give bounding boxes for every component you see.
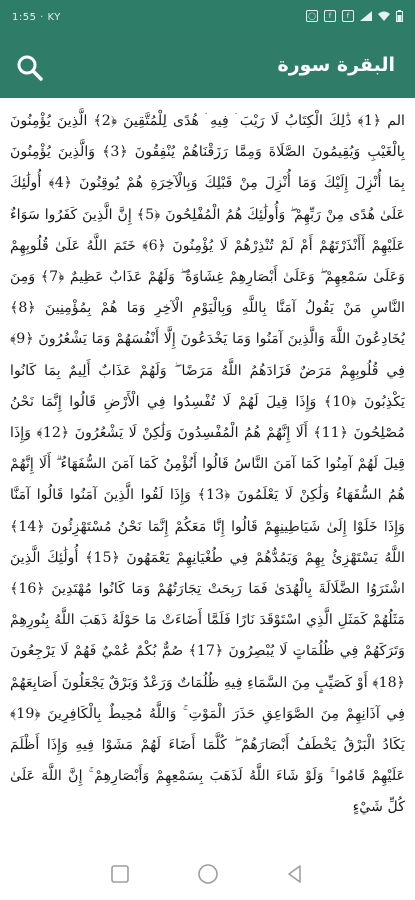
surah-text [10,106,405,844]
status-time: 1:55 · KY [12,12,61,23]
verse: أَوْ كَصَيِّبٍ مِنَ السَّمَاءِ فِيهِ ظُلُمَاتٌ وَرَعْدٌ وَبَرْقٌ يَجْعَلُونَ أَصَابِعَهُمْ فِي آذَانِهِمْ مِنَ الصَّوَاعِقِ حَذَرَ الْمَوْتِ ۚ وَاللَّهُ مُحِيطٌ بِالْكَافِرِينَ ﴿19﴾ [10,674,405,722]
verse: وَمِنَ النَّاسِ مَنْ يَقُولُ آمَنَّا بِاللَّهِ وَبِالْيَوْمِ الْآخِرِ وَمَا هُمْ بِمُؤْمِنِينَ ﴿8﴾ [10,269,405,317]
verse: الم ﴿1﴾ [357,113,405,129]
search-icon[interactable] [14,52,46,84]
status-bar [0,0,415,36]
verse: أُولَٰئِكَ الَّذِينَ اشْتَرَوُا الضَّلَالَةَ بِالْهُدَىٰ فَمَا رَبِحَتْ تِجَارَتُهُمْ وَمَا كَانُوا مُهْتَدِينَ ﴿16﴾ [10,549,405,598]
verse: اللَّهُ يَسْتَهْزِئُ بِهِمْ وَيَمُدُّهُمْ فِي طُغْيَانِهِمْ يَعْمَهُونَ ﴿15﴾ [85,549,405,566]
battery-icon [396,10,403,22]
system-nav-bar [0,848,415,900]
verse: خَتَمَ اللَّهُ عَلَىٰ قُلُوبِهِمْ وَعَلَىٰ سَمْعِهِمْ ۖ وَعَلَىٰ أَبْصَارِهِمْ غِشَاوَةٌ ۖ وَلَهُمْ عَذَابٌ عَظِيمٌ ﴿7﴾ [10,237,405,286]
signal-icon [360,11,372,21]
verse: ذَٰلِكَ الْكِتَابُ لَا رَيْبَ ۛ فِيهِ ۛ هُدًى لِلْمُتَّقِينَ ﴿2﴾ [93,113,352,129]
status-icons [306,10,403,22]
verse: الَّذِينَ يُؤْمِنُونَ بِالْغَيْبِ وَيُقِيمُونَ الصَّلَاةَ وَمِمَّا رَزَقْنَاهُمْ يُنْفِقُونَ ﴿3﴾ [10,113,405,161]
home-circle-icon[interactable] [196,862,220,886]
verse: وَإِذَا قِيلَ لَهُمْ آمِنُوا كَمَا آمَنَ النَّاسُ قَالُوا أَنُؤْمِنُ كَمَا آمَنَ السُّفَهَاءُ ۗ أَلَا إِنَّهُمْ هُمُ السُّفَهَاءُ وَلَٰكِنْ لَا يَعْلَمُونَ ﴿13﴾ [10,425,405,504]
facebook-icon: f [324,10,336,22]
facebook-icon: f [342,10,354,22]
back-triangle-icon[interactable] [283,862,307,886]
verse: يُخَادِعُونَ اللَّهَ وَالَّذِينَ آمَنُوا وَمَا يَخْدَعُونَ إِلَّا أَنْفُسَهُمْ وَمَا يَشْعُرُونَ ﴿9﴾ [10,331,405,348]
verse: وَالَّذِينَ يُؤْمِنُونَ بِمَا أُنْزِلَ إِلَيْكَ وَمَا أُنْزِلَ مِنْ قَبْلِكَ وَبِالْآخِرَةِ هُمْ يُوقِنُونَ ﴿4﴾ [10,144,405,192]
recents-square-icon[interactable] [108,862,132,886]
verse: يَكَادُ الْبَرْقُ يَخْطَفُ أَبْصَارَهُمْ ۖ كُلَّمَا أَضَاءَ لَهُمْ مَشَوْا فِيهِ وَإِذَا أَظْلَمَ عَلَيْهِمْ قَامُوا ۚ وَلَوْ شَاءَ اللَّهُ لَذَهَبَ بِسَمْعِهِمْ وَأَبْصَارِهِمْ ۚ إِنَّ اللَّهَ عَلَىٰ كُلِّ شَيْءٍ [10,737,405,816]
verse: مَثَلُهُمْ كَمَثَلِ الَّذِي اسْتَوْقَدَ نَارًا فَلَمَّا أَضَاءَتْ مَا حَوْلَهُ ذَهَبَ اللَّهُ بِنُورِهِمْ وَتَرَكَهُمْ فِي ظُلُمَاتٍ لَا يُبْصِرُونَ ﴿17﴾ [10,612,405,660]
wifi-icon [378,11,390,21]
verse: وَإِذَا لَقُوا الَّذِينَ آمَنُوا قَالُوا آمَنَّا وَإِذَا خَلَوْا إِلَىٰ شَيَاطِينِهِمْ قَالُوا إِنَّا مَعَكُمْ إِنَّمَا نَحْنُ مُسْتَهْزِئُونَ ﴿14﴾ [10,487,405,535]
verse: أَلَا إِنَّهُمْ هُمُ الْمُفْسِدُونَ وَلَٰكِنْ لَا يَشْعُرُونَ ﴿12﴾ [36,425,308,442]
verse: إِنَّ الَّذِينَ كَفَرُوا سَوَاءٌ عَلَيْهِمْ أَأَنْذَرْتَهُمْ أَمْ لَمْ تُنْذِرْهُمْ لَا يُؤْمِنُونَ ﴿6﴾ [10,206,405,254]
verse: صُمٌّ بُكْمٌ عُمْيٌ فَهُمْ لَا يَرْجِعُونَ ﴿18﴾ [10,643,405,691]
verse: فِي قُلُوبِهِمْ مَرَضٌ فَزَادَهُمُ اللَّهُ مَرَضًا ۖ وَلَهُمْ عَذَابٌ أَلِيمٌ بِمَا كَانُوا يَكْذِبُونَ ﴿10﴾ [10,362,405,410]
page-title: البقرة سورة [277,54,395,76]
whatsapp-icon: ◯ [306,10,318,22]
app-bar [0,36,415,98]
verse: وَإِذَا قِيلَ لَهُمْ لَا تُفْسِدُوا فِي الْأَرْضِ قَالُوا إِنَّمَا نَحْنُ مُصْلِحُونَ ﴿11﴾ [10,393,405,442]
verse: أُولَٰئِكَ عَلَىٰ هُدًى مِنْ رَبِّهِمْ ۖ وَأُولَٰئِكَ هُمُ الْمُفْلِحُونَ ﴿5﴾ [10,175,405,223]
